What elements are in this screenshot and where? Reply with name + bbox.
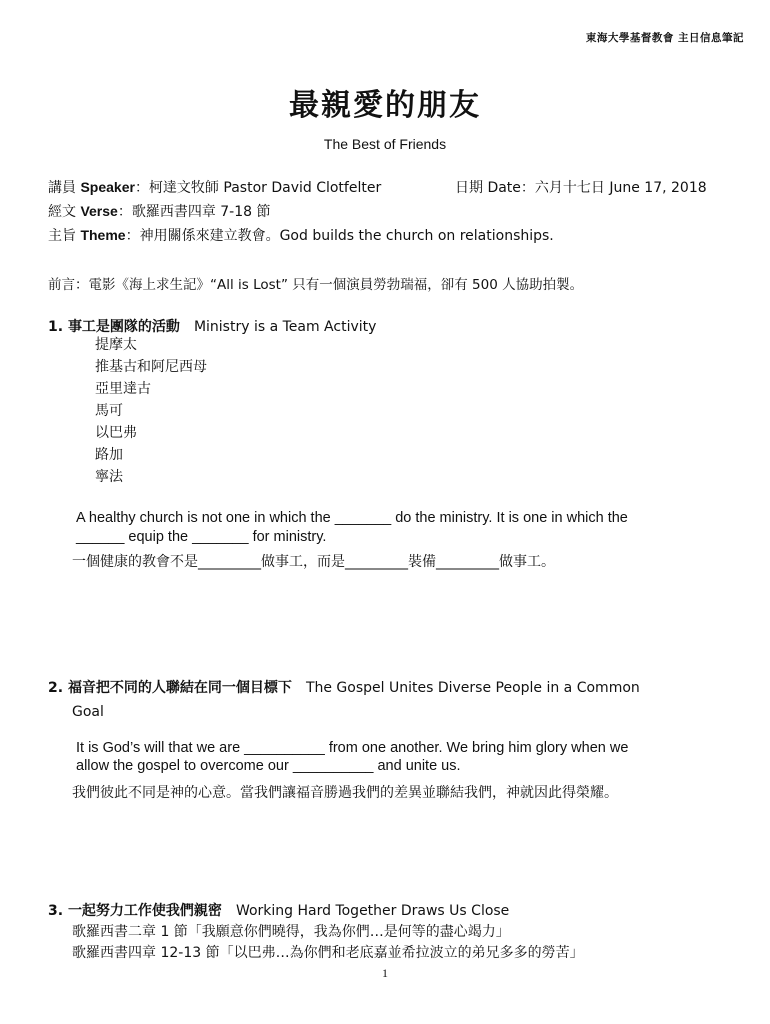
list-item: 以巴弗 — [95, 425, 137, 441]
speaker-label-en: Speaker — [80, 179, 135, 195]
list-item: 推基古和阿尼西母 — [95, 359, 207, 375]
verse-label: 經文 — [48, 204, 76, 220]
theme-label-en: Theme — [80, 227, 126, 243]
speaker-value: ：柯達文牧師 Pastor David Clotfelter — [134, 180, 382, 196]
speaker-line — [48, 177, 381, 197]
section2-number: 2. — [48, 680, 64, 696]
list-item: 寧法 — [95, 469, 123, 485]
sermon-subtitle: The Best of Friends — [323, 136, 447, 152]
section1-number: 1. — [48, 319, 64, 335]
section3-title-zh: 一起努力工作使我們親密 — [67, 903, 222, 919]
section1-name-list — [95, 334, 207, 488]
verse-line — [48, 201, 271, 221]
verse-value: ：歌羅西書四章 7-18 節 — [117, 204, 271, 220]
section1-title-en: Ministry is a Team Activity — [193, 319, 377, 335]
theme-label: 主旨 — [48, 228, 76, 244]
section2-paragraph-en-line2: allow the gospel to overcome our __________ and unite us. — [76, 758, 461, 774]
section3-verse1: 歌羅西書二章 1 節「我願意你們曉得，我為你們…是何等的盡心竭力」 — [72, 924, 510, 940]
section3-number: 3. — [48, 903, 64, 919]
section3-verse2: 歌羅西書四章 12-13 節「以巴弗…為你們和老底嘉並希拉波立的弟兄多多的勞苦」 — [72, 945, 584, 961]
speaker-label: 講員 — [48, 180, 76, 196]
page-number: 1 — [382, 966, 388, 980]
section2-paragraph-zh: 我們彼此不同是神的心意。當我們讓福音勝過我們的差異並聯結我們，神就因此得榮耀。 — [72, 785, 618, 801]
section2-paragraph-en-line1: It is God’s will that we are __________ from one another. We bring him glory when we — [76, 740, 629, 756]
section2-title-zh: 福音把不同的人聯結在同一個目標下 — [67, 680, 292, 696]
church-header: 東海大學基督教會 主日信息筆記 — [585, 32, 744, 44]
verse-label-en: Verse — [80, 203, 118, 219]
intro-text: 前言：電影《海上求生記》“All is Lost” 只有一個演員勞勃瑞福，卻有 500 人協助拍製。 — [48, 277, 584, 293]
theme-line — [48, 225, 554, 245]
theme-value: ：神用關係來建立教會。God builds the church on relationships. — [125, 228, 554, 244]
section2-title-en: The Gospel Unites Diverse People in a Common — [305, 680, 640, 696]
section1-paragraph-zh: 一個健康的教會不是_________做事工，而是_________裝備_________做事工。 — [72, 554, 555, 570]
section1-heading — [48, 316, 376, 336]
list-item: 路加 — [95, 447, 123, 463]
section2-heading — [48, 677, 640, 697]
section1-paragraph-en-line1: A healthy church is not one in which the _______ do the ministry. It is one in which the — [76, 510, 628, 526]
section3-title-en: Working Hard Together Draws Us Close — [235, 903, 510, 919]
section3-heading — [48, 900, 509, 920]
section1-title-zh: 事工是團隊的活動 — [67, 319, 180, 335]
list-item: 提摩太 — [95, 337, 137, 353]
section1-paragraph-en-line2: ______ equip the _______ for ministry. — [76, 529, 327, 545]
date-line: 日期 Date：六月十七日 June 17, 2018 — [455, 180, 707, 196]
list-item: 馬可 — [95, 403, 123, 419]
list-item: 亞里達古 — [95, 381, 151, 397]
sermon-title: 最親愛的朋友 — [289, 88, 481, 123]
section2-title-en-cont: Goal — [72, 704, 104, 720]
